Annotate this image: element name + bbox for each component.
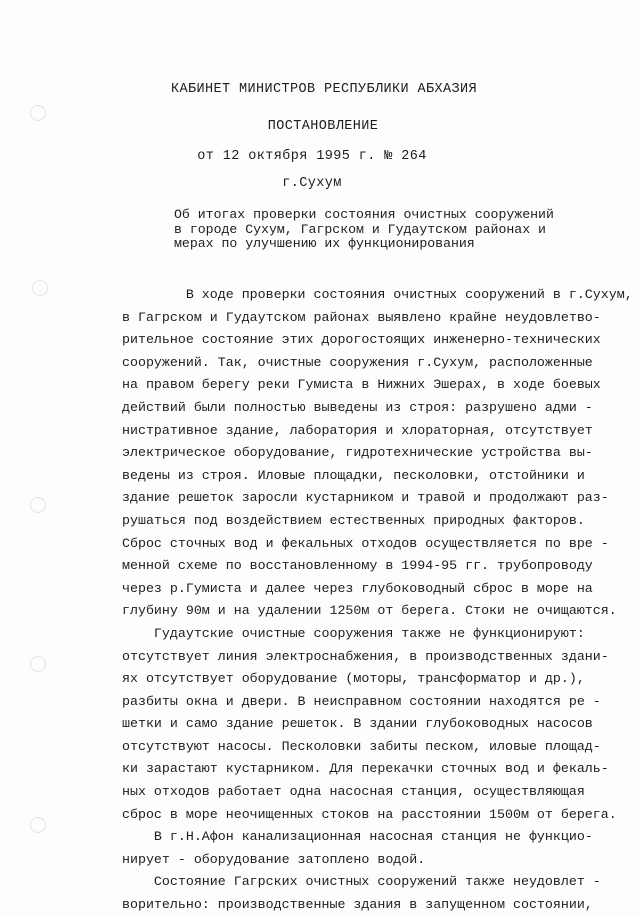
body-line: через р.Гумиста и далее через глубоководный сброс в море на xyxy=(122,580,593,596)
body-line: рительное состояние этих дорогостоящих инженерно-технических xyxy=(122,332,601,348)
body-line: ворительно: производственные здания в запущенном состоянии, xyxy=(122,897,593,913)
body-line: ях отсутствует оборудование (моторы, трансформатор и др.), xyxy=(122,671,585,687)
subject-line: мерах по улучшению их функционирования xyxy=(174,236,475,251)
body-line: В г.Н.Афон канализационная насосная станция не функцио- xyxy=(122,829,593,845)
paper-stain-4 xyxy=(30,656,46,672)
body-line: глубину 90м и на удалении 1250м от берега. Стоки не очищаются. xyxy=(122,603,617,619)
body-line: менной схеме по восстановленному в 1994-95 гг. трубопроводу xyxy=(122,558,593,574)
body-line: ки зарастают кустарником. Для перекачки сточных вод и фекаль- xyxy=(122,761,609,777)
body-line: нистративное здание, лаборатория и хлораторная, отсутствует xyxy=(122,422,593,438)
city-line: г.Сухум xyxy=(282,176,342,191)
body-line: В ходе проверки состояния очистных сооружений в г.Сухум, xyxy=(122,287,633,302)
body-line: сооружений. Так, очистные сооружения г.Сухум, расположенные xyxy=(122,354,593,370)
body-line: шетки и само здание решеток. В здании глубоководных насосов xyxy=(122,716,593,732)
subject-line: Об итогах проверки состояния очистных сооружений xyxy=(174,207,554,222)
body-line: Гудаутские очистные сооружения также не функционируют: xyxy=(122,625,585,641)
body-line: нирует - оборудование затоплено водой. xyxy=(122,851,426,867)
body-line: разбиты окна и двери. В неисправном состоянии находятся ре - xyxy=(122,693,601,709)
subject-line: в городе Сухум, Гагрском и Гудаутском районах и xyxy=(174,221,546,237)
paper-stain-2 xyxy=(32,280,48,296)
body-line: здание решеток заросли кустарником и травой и продолжают раз- xyxy=(122,490,609,506)
document-type-heading: ПОСТАНОВЛЕНИЕ xyxy=(267,119,379,134)
body-line: ведены из строя. Иловые площадки, песколовки, отстойники и xyxy=(122,467,585,483)
body-line: сброс в море неочищенных стоков на расстоянии 1500м от берега. xyxy=(122,806,617,822)
body-line: отсутствуют насосы. Песколовки забиты песком, иловые площад- xyxy=(122,738,601,754)
body-line: отсутствует линия электроснабжения, в производственных здани- xyxy=(122,648,609,664)
subject-block xyxy=(174,208,594,252)
paper-stain-5 xyxy=(30,817,46,833)
body-line: Состояние Гагрских очистных сооружений также неудовлет - xyxy=(122,874,601,890)
body-line: на правом берегу реки Гумиста в Нижних Эшерах, в ходе боевых xyxy=(122,377,601,393)
body-line: электрическое оборудование, гидротехнические устройства вы- xyxy=(122,445,593,461)
body-line: в Гагрском и Гудаутском районах выявлено крайне неудовлетво- xyxy=(122,309,601,325)
body-line: действий были полностью выведены из строя: разрушено адми - xyxy=(122,399,593,415)
body-text xyxy=(122,284,632,917)
body-line: рушаться под воздействием естественных природных факторов. xyxy=(122,512,585,528)
paper-stain-3 xyxy=(30,497,46,513)
organization-heading: КАБИНЕТ МИНИСТРОВ РЕСПУБЛИКИ АБХАЗИЯ xyxy=(170,82,478,97)
date-number-line: от 12 октября 1995 г. № 264 xyxy=(197,149,427,164)
body-line: Сброс сточных вод и фекальных отходов осуществляется по вре - xyxy=(122,535,609,551)
body-line: ных отходов работает одна насосная станция, осуществляющая xyxy=(122,784,585,800)
